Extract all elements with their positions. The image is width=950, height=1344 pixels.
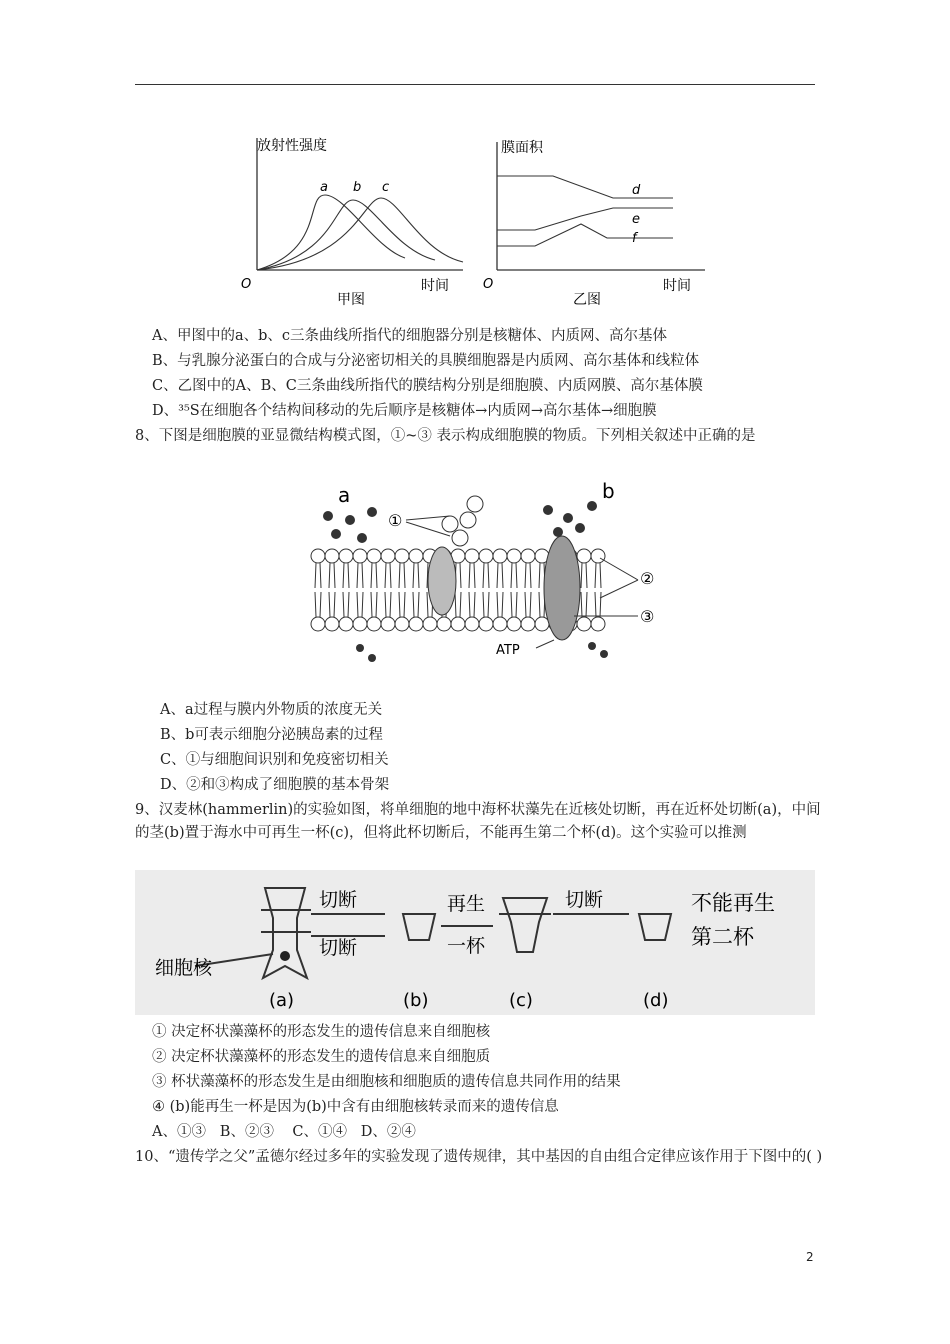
q8-option-a: A、a过程与膜内外物质的浓度无关 (160, 702, 383, 718)
phospholipid-head (409, 617, 423, 631)
fig-second: 第二杯 (691, 925, 754, 949)
fig-cannot: 不能再生 (691, 891, 775, 915)
phospholipid-tail (469, 592, 475, 617)
phospholipid-tail (385, 563, 391, 588)
phospholipid-head (353, 549, 367, 563)
phospholipid-tail (595, 563, 601, 588)
fig-label-a: (a) (269, 990, 295, 1011)
phospholipid-tail (413, 563, 419, 588)
q9-choices: A、①③ B、②③ C、①④ D、②④ (152, 1124, 416, 1140)
graph-jia-origin: O (241, 277, 252, 292)
graph-yi-caption: 乙图 (573, 292, 601, 308)
graph-jia-xlabel: 时间 (421, 278, 449, 294)
phospholipid-tail (497, 592, 503, 617)
phospholipid-head (367, 549, 381, 563)
q8-option-d: D、②和③构成了细胞膜的基本骨架 (160, 777, 390, 793)
phospholipid-tail (399, 563, 405, 588)
phospholipid-tail (329, 563, 335, 588)
phospholipid-head (591, 617, 605, 631)
phospholipid-tail (483, 592, 489, 617)
phospholipid-head (367, 617, 381, 631)
phospholipid-tail (371, 592, 377, 617)
page-number: 2 (806, 1250, 814, 1264)
phospholipid-head (395, 617, 409, 631)
curve-b-label: b (353, 180, 362, 195)
fig-label-b: (b) (403, 990, 429, 1011)
phospholipid-head (311, 549, 325, 563)
fig-label-d: (d) (643, 990, 669, 1011)
figure-graphs (235, 130, 715, 310)
phospholipid-tail (497, 563, 503, 588)
phospholipid-tail (315, 592, 321, 617)
phospholipid-tail (455, 592, 461, 617)
phospholipid-head (451, 617, 465, 631)
phospholipid-tail (399, 592, 405, 617)
q7-option-c: C、乙图中的A、B、C三条曲线所指代的膜结构分别是细胞膜、内质网膜、高尔基体膜 (152, 378, 703, 394)
phospholipid-tail (525, 592, 531, 617)
phospholipid-head (479, 617, 493, 631)
phospholipid-head (339, 617, 353, 631)
phospholipid-tail (357, 592, 363, 617)
phospholipid-tail (511, 563, 517, 588)
q7-option-b: B、与乳腺分泌蛋白的合成与分泌密切相关的具膜细胞器是内质网、高尔基体和线粒体 (152, 353, 700, 369)
phospholipid-head (381, 617, 395, 631)
q9-statement-1: ① 决定杯状藻藻杯的形态发生的遗传信息来自细胞核 (152, 1024, 491, 1040)
phospholipid-head (311, 617, 325, 631)
phospholipid-head (409, 549, 423, 563)
label-a: a (338, 483, 351, 507)
phospholipid-head (339, 549, 353, 563)
phospholipid-head (577, 549, 591, 563)
phospholipid-tail (371, 563, 377, 588)
phospholipid-tail (315, 563, 321, 588)
graph-jia-ylabel: 放射性强度 (257, 138, 327, 154)
header-rule (135, 84, 815, 85)
phospholipid-tail (595, 592, 601, 617)
curve-d-label: d (632, 183, 641, 198)
phospholipid-head (591, 549, 605, 563)
curve-a-label: a (320, 180, 328, 195)
figure-acetabularia (135, 870, 815, 1015)
label-b: b (602, 479, 615, 503)
phospholipid-head (535, 617, 549, 631)
phospholipid-head (423, 617, 437, 631)
q9-statement-2: ② 决定杯状藻藻杯的形态发生的遗传信息来自细胞质 (152, 1049, 491, 1065)
phospholipid-tail (511, 592, 517, 617)
q9-stem: 9、汉麦林(hammerlin)的实验如图，将单细胞的地中海杯状藻先在近核处切断，再在近杯处切断(a)，中间的茎(b)置于海水中可再生一杯(c)，但将此杯切断后，不能再生第二个杯(d)。这个实验可以推测 (135, 802, 821, 841)
phospholipid-head (507, 549, 521, 563)
fig-nucleus: 细胞核 (155, 957, 213, 979)
graph-yi-origin: O (483, 277, 494, 292)
q7-option-d: D、³⁵S在细胞各个结构间移动的先后顺序是核糖体→内质网→高尔基体→细胞膜 (152, 403, 657, 419)
label-atp: ATP (496, 643, 520, 658)
curve-e-label: e (632, 212, 640, 227)
graph-jia-caption: 甲图 (337, 292, 365, 308)
phospholipid-head (381, 549, 395, 563)
phospholipid-head (437, 617, 451, 631)
phospholipid-head (507, 617, 521, 631)
fig-label-c: (c) (509, 990, 533, 1011)
graph-yi-xlabel: 时间 (663, 278, 691, 294)
carrier-protein (544, 536, 580, 640)
label-1: ① (388, 511, 403, 530)
phospholipid-tail (385, 592, 391, 617)
q8-option-c: C、①与细胞间识别和免疫密切相关 (160, 752, 389, 768)
phospholipid-head (493, 617, 507, 631)
curve-f-label: f (632, 231, 637, 246)
phospholipid-head (493, 549, 507, 563)
q9-statement-3: ③ 杯状藻藻杯的形态发生是由细胞核和细胞质的遗传信息共同作用的结果 (152, 1074, 621, 1090)
phospholipid-tail (525, 563, 531, 588)
phospholipid-tail (581, 563, 587, 588)
phospholipid-head (353, 617, 367, 631)
phospholipid-head (325, 617, 339, 631)
phospholipid-tail (357, 563, 363, 588)
q8-stem: 8、下图是细胞膜的亚显微结构模式图，①~③ 表示构成细胞膜的物质。下列相关叙述中正确的是 (135, 428, 756, 444)
q9-statement-4: ④ (b)能再生一杯是因为(b)中含有由细胞核转录而来的遗传信息 (152, 1099, 559, 1115)
glycoprotein-chain (442, 496, 483, 546)
phospholipid-tail (413, 592, 419, 617)
phospholipid-tail (329, 592, 335, 617)
fig-one-cup: 一杯 (447, 935, 486, 957)
phospholipid-head (395, 549, 409, 563)
label-2: ② (640, 569, 655, 588)
phospholipid-head (465, 617, 479, 631)
phospholipid-tail (469, 563, 475, 588)
phospholipid-head (479, 549, 493, 563)
graph-jia (257, 138, 463, 270)
phospholipid-tail (343, 592, 349, 617)
phospholipid-tail (581, 592, 587, 617)
label-3: ③ (640, 607, 655, 626)
fig-cut1: 切断 (319, 889, 358, 911)
phospholipid-head (325, 549, 339, 563)
membrane-protein (428, 547, 456, 615)
phospholipid-tail (483, 563, 489, 588)
phospholipid-head (521, 617, 535, 631)
fig-cut3: 切断 (565, 889, 604, 911)
q8-option-b: B、b可表示细胞分泌胰岛素的过程 (160, 727, 383, 743)
phospholipid-head (465, 549, 479, 563)
phospholipid-head (521, 549, 535, 563)
curve-c-label: c (382, 180, 390, 195)
fig-regen: 再生 (447, 893, 486, 915)
q7-option-a: A、甲图中的a、b、c三条曲线所指代的细胞器分别是核糖体、内质网、高尔基体 (152, 328, 668, 344)
phospholipid-tail (343, 563, 349, 588)
q10-stem: 10、“遗传学之父”孟德尔经过多年的实验发现了遗传规律，其中基因的自由组合定律应该作用于下图中的( ) (135, 1149, 823, 1165)
fig-cut2: 切断 (319, 937, 358, 959)
figure-membrane (300, 476, 670, 676)
graph-yi-ylabel: 膜面积 (501, 140, 543, 156)
graph-yi (497, 142, 705, 270)
phospholipid-head (577, 617, 591, 631)
